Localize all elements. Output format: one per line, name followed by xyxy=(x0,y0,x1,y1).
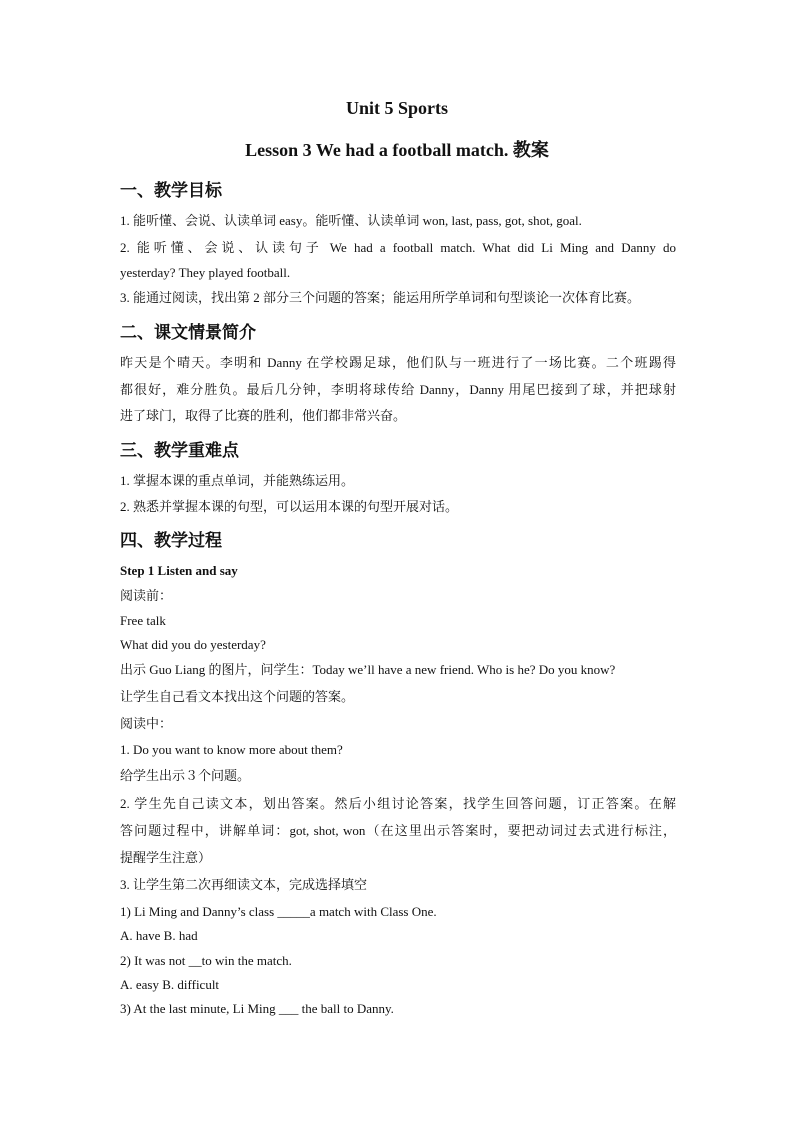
exercise-options: A. have B. had xyxy=(120,928,198,943)
paragraph-line: 3. 让学生第二次再细读文本，完成选择填空 xyxy=(120,877,368,892)
paragraph-line: 1. Do you want to know more about them? xyxy=(120,742,343,757)
page-subtitle: Lesson 3 We had a football match. 教案 xyxy=(245,140,549,160)
paragraph-line: yesterday? They played football. xyxy=(120,265,291,280)
section-heading-process: 四、教学过程 xyxy=(120,531,222,551)
page-title: Unit 5 Sports xyxy=(345,98,448,118)
step-heading: Step 1 Listen and say xyxy=(120,563,238,578)
exercise-question: 1) Li Ming and Danny’s class _____a match with Class One. xyxy=(120,904,437,919)
paragraph-line: 让学生自己看文本找出这个问题的答案。 xyxy=(120,689,355,704)
paragraph-line: Free talk xyxy=(120,613,166,628)
section-heading-keypoints: 三、教学重难点 xyxy=(120,441,239,461)
paragraph-line: 答问题过程中，讲解单词：got, shot, won（在这里出示答案时，要把动词过去式进行标注， xyxy=(120,823,676,838)
paragraph-line: 都很好，难分胜负。最后几分钟，李明将球传给 Danny，Danny 用尾巴接到了球，并把球射 xyxy=(120,382,676,397)
section-heading-context: 二、课文情景简介 xyxy=(120,323,256,343)
paragraph-line: 昨天是个晴天。李明和 Danny 在学校踢足球，他们队与一班进行了一场比赛。二个班踢得 xyxy=(120,355,676,370)
exercise-options: A. easy B. difficult xyxy=(120,977,220,992)
paragraph-line: 阅读中： xyxy=(120,716,173,731)
section-heading-objectives: 一、教学目标 xyxy=(120,181,222,201)
paragraph-line: 1. 掌握本课的重点单词，并能熟练运用。 xyxy=(120,473,355,488)
paragraph-line: What did you do yesterday? xyxy=(120,637,266,652)
exercise-question: 3) At the last minute, Li Ming ___ the ball to Danny. xyxy=(120,1001,394,1016)
paragraph-line: 2. 学生先自己读文本，划出答案。然后小组讨论答案，找学生回答问题，订正答案。在解 xyxy=(120,796,676,811)
paragraph-line: 3. 能通过阅读，找出第 2 部分三个问题的答案；能运用所学单词和句型谈论一次体育比赛。 xyxy=(120,290,641,305)
paragraph-line: 阅读前： xyxy=(120,588,173,603)
paragraph-line: 2. 熟悉并掌握本课的句型，可以运用本课的句型开展对话。 xyxy=(120,499,459,514)
paragraph-line: 2. 能听懂、会说、认读句子 We had a football match. What did Li Ming and Danny do xyxy=(120,240,676,255)
paragraph-line: 进了球门，取得了比赛的胜利，他们都非常兴奋。 xyxy=(120,408,407,423)
paragraph-line: 给学生出示３个问题。 xyxy=(120,768,251,783)
paragraph-line: 提醒学生注意） xyxy=(120,850,212,865)
paragraph-line: 出示 Guo Liang 的图片，问学生：Today we’ll have a new friend. Who is he? Do you know? xyxy=(120,662,616,677)
paragraph-line: 1. 能听懂、会说、认读单词 easy。能听懂、认读单词 won, last, pass, got, shot, goal. xyxy=(120,213,582,228)
exercise-question: 2) It was not __to win the match. xyxy=(120,953,292,968)
